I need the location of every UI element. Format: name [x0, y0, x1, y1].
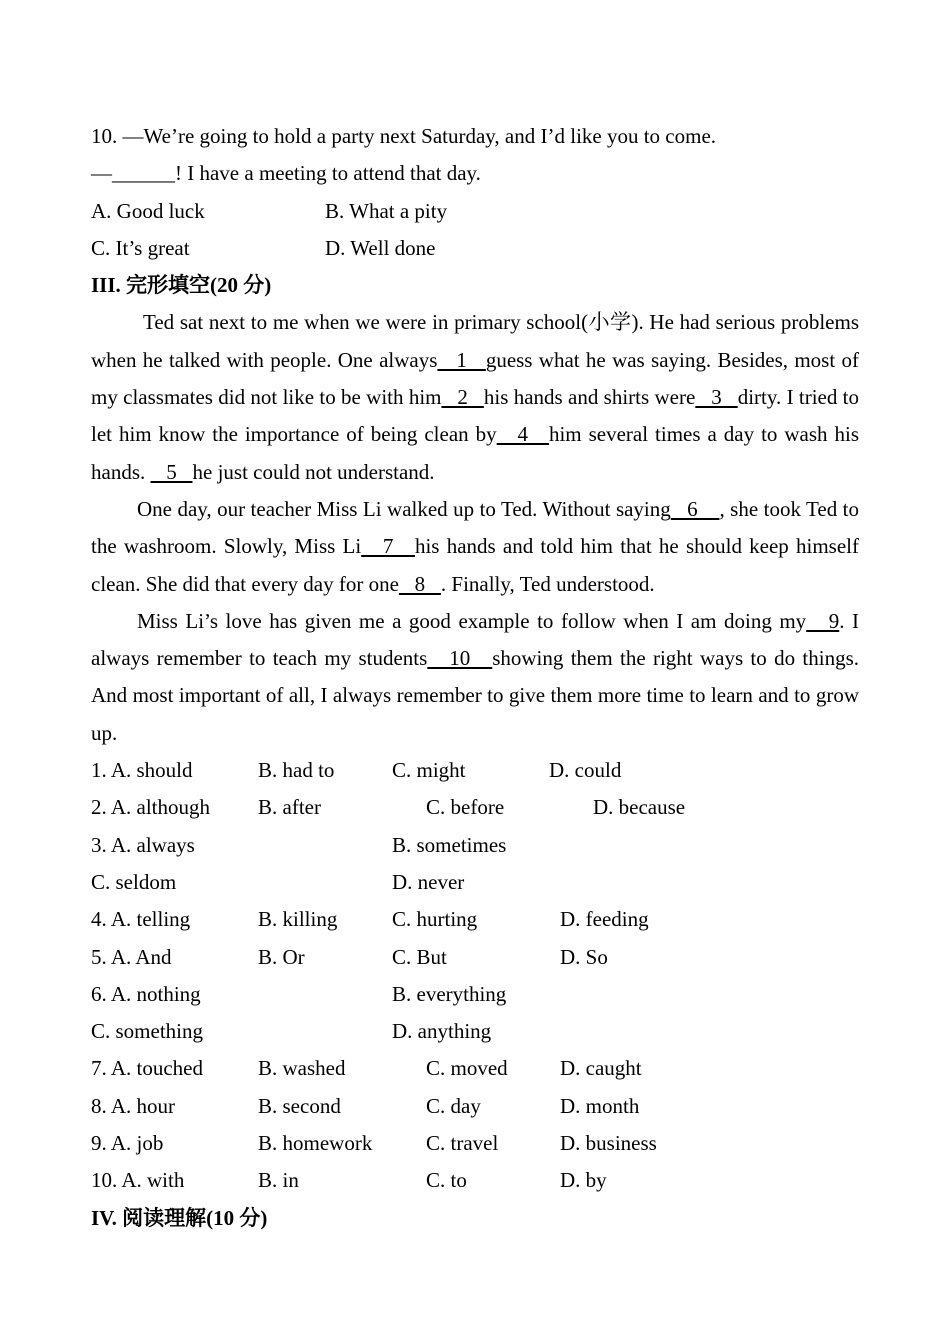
passage-text: his hands and told him that he should keep himself clean. She did that every day for one — [91, 534, 860, 596]
cloze-option: D. anything — [392, 1019, 492, 1044]
cloze-option: D. caught — [560, 1056, 642, 1081]
cloze-option: D. business — [560, 1131, 657, 1156]
passage-text: dirty. I tried to let him know the importance of being clean by — [91, 385, 860, 447]
cloze-option: C. before — [426, 795, 505, 820]
section-4-title: 阅读理解(10 分) — [116, 1205, 268, 1230]
cloze-option: C. moved — [426, 1056, 508, 1081]
passage-paragraph-2 — [91, 491, 859, 603]
cloze-option: C. day — [426, 1093, 481, 1118]
section-4-heading — [91, 1200, 859, 1237]
passage-paragraph-1 — [91, 304, 859, 490]
blank-6: 6 — [670, 496, 720, 521]
cloze-option: C. to — [426, 1168, 467, 1193]
section-3-roman: III. — [91, 273, 121, 298]
cloze-option: C. travel — [426, 1131, 499, 1156]
cloze-option: D. never — [392, 869, 465, 894]
cloze-option: 9. A. job — [91, 1131, 164, 1156]
section-4-roman: IV. — [91, 1205, 117, 1230]
passage-text: One day, our teacher Miss Li walked up to Ted. Without saying — [137, 496, 671, 521]
cloze-option: B. everything — [392, 981, 507, 1006]
cloze-question-10 — [91, 1162, 859, 1199]
cloze-question-5 — [91, 939, 859, 976]
blank-7: 7 — [361, 534, 415, 559]
passage-text: showing them the right ways to do things. And most important of all, I always remember to give them more time to learn and to grow up. — [91, 646, 859, 745]
question-10-prompt: 10. —We’re going to hold a party next Saturday, and I’d like you to come. — [91, 124, 717, 148]
blank-2: 2 — [441, 385, 484, 410]
cloze-question-9 — [91, 1125, 859, 1162]
cloze-option: 4. A. telling — [91, 907, 191, 932]
passage-text: . I always remember to teach my students — [91, 608, 859, 671]
cloze-question-3 — [91, 827, 859, 864]
cloze-option: C. But — [392, 944, 447, 969]
passage-text: him several times a day to wash his hands. — [91, 422, 859, 484]
cloze-option: 2. A. although — [91, 795, 210, 820]
cloze-option: B. had to — [258, 758, 335, 783]
cloze-option: C. might — [392, 758, 466, 783]
cloze-option: C. seldom — [91, 869, 177, 894]
blank-4: 4 — [496, 422, 549, 447]
cloze-question-4 — [91, 901, 859, 938]
cloze-question-8 — [91, 1088, 859, 1125]
passage-text: . Finally, Ted understood. — [440, 571, 655, 596]
option-d: D. Well done — [325, 235, 436, 260]
passage-text: his hands and shirts were — [483, 385, 696, 410]
cloze-option: D. could — [549, 758, 622, 783]
cloze-option: D. So — [560, 944, 608, 969]
cloze-question-3-cont — [91, 864, 859, 901]
section-3-heading — [91, 267, 859, 304]
option-a: A. Good luck — [91, 198, 205, 223]
reply-dash: — — [91, 161, 112, 186]
cloze-option: 7. A. touched — [91, 1056, 203, 1081]
blank-5: 5 — [150, 459, 193, 484]
cloze-option: B. sometimes — [392, 832, 507, 857]
passage-paragraph-3 — [91, 603, 859, 752]
cloze-option: C. hurting — [392, 907, 478, 932]
reply-text: ! I have a meeting to attend that day. — [175, 161, 481, 186]
cloze-option: B. homework — [258, 1131, 373, 1156]
blank-8: 8 — [398, 571, 441, 596]
question-10-options-row-1 — [91, 193, 859, 230]
cloze-option: D. feeding — [560, 907, 649, 932]
cloze-question-7 — [91, 1050, 859, 1087]
passage-text: Ted sat next to me when we were in primary school(小学). He had serious problems when he talked with people. One always — [91, 310, 859, 372]
section-3-title: 完形填空(20 分) — [120, 273, 272, 298]
cloze-option: 3. A. always — [91, 832, 195, 857]
reply-blank: ______ — [112, 161, 175, 186]
blank-1: 1 — [437, 347, 486, 372]
cloze-option: 8. A. hour — [91, 1093, 175, 1118]
cloze-option: B. second — [258, 1093, 341, 1118]
cloze-option: D. because — [593, 795, 686, 820]
cloze-option: D. month — [560, 1093, 640, 1118]
blank-9: 9 — [806, 608, 840, 633]
cloze-option: 6. A. nothing — [91, 981, 201, 1006]
cloze-option: 1. A. should — [91, 758, 193, 783]
cloze-option: B. killing — [258, 907, 338, 932]
cloze-option: C. something — [91, 1019, 204, 1044]
question-10-options-row-2 — [91, 230, 859, 267]
cloze-option: B. washed — [258, 1056, 346, 1081]
cloze-option: D. by — [560, 1168, 607, 1193]
question-10-reply — [91, 155, 859, 192]
cloze-option: B. in — [258, 1168, 299, 1193]
cloze-option: B. Or — [258, 944, 305, 969]
cloze-option: 10. A. with — [91, 1168, 185, 1193]
cloze-option: 5. A. And — [91, 944, 172, 969]
exam-page — [91, 118, 859, 1237]
cloze-question-6-cont — [91, 1013, 859, 1050]
blank-10: 10 — [427, 646, 493, 671]
cloze-question-6 — [91, 976, 859, 1013]
blank-3: 3 — [695, 385, 738, 410]
passage-text: Miss Li’s love has given me a good example to follow when I am doing my — [137, 608, 807, 633]
cloze-option: B. after — [258, 795, 321, 820]
passage-text: he just could not understand. — [192, 459, 435, 484]
passage-text: guess what he was saying. Besides, most of my classmates did not like to be with him — [91, 347, 859, 410]
cloze-question-2 — [91, 789, 859, 826]
option-b: B. What a pity — [325, 198, 448, 223]
passage-text: , she took Ted to the washroom. Slowly, Miss Li — [91, 496, 860, 559]
option-c: C. It’s great — [91, 235, 190, 260]
cloze-question-1 — [91, 752, 859, 789]
